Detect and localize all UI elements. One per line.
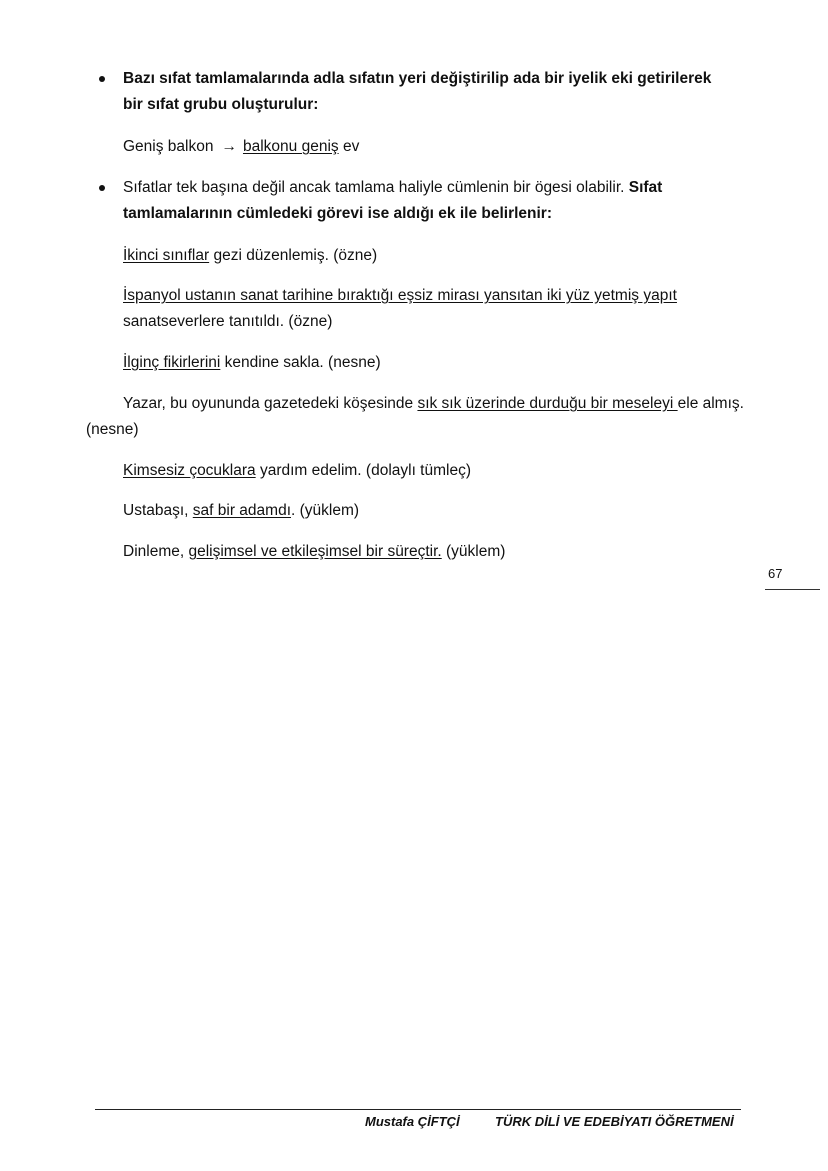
example-3 xyxy=(123,350,381,376)
example-rest: kendine sakla. (nesne) xyxy=(220,354,381,371)
example-pre: Dinleme, xyxy=(123,543,189,560)
example-7 xyxy=(123,539,505,565)
page-number-rule xyxy=(765,589,820,590)
page-number: 67 xyxy=(768,566,783,581)
example-before: Geniş balkon xyxy=(123,138,214,155)
example-4 xyxy=(86,391,746,443)
example-underlined: Kimsesiz çocuklara xyxy=(123,462,256,479)
example-2 xyxy=(123,283,678,335)
example-rest: yardım edelim. (dolaylı tümleç) xyxy=(255,462,471,479)
example-underlined: balkonu geniş xyxy=(242,138,339,155)
footer-author: Mustafa ÇİFTÇİ xyxy=(365,1114,460,1129)
example-rest: gezi düzenlemiş. (özne) xyxy=(209,247,378,264)
example-after: ev xyxy=(342,138,360,155)
example-underlined: sık sık üzerinde durduğu bir meseleyi xyxy=(417,395,678,412)
footer-rule xyxy=(95,1109,741,1110)
bullet-1-example xyxy=(123,134,359,160)
example-1 xyxy=(123,243,377,269)
example-pre: Ustabaşı, xyxy=(123,502,193,519)
example-underlined: İspanyol ustanın sanat tarihine bıraktığı eşsiz mirası yansıtan iki yüz yetmiş yapıt xyxy=(123,287,677,304)
example-pre: Yazar, bu oyununda gazetedeki köşesinde xyxy=(123,395,418,412)
arrow-icon: → xyxy=(221,138,237,155)
example-underlined: gelişimsel ve etkileşimsel bir süreçtir. xyxy=(188,543,442,560)
example-underlined: saf bir adamdı xyxy=(192,502,291,519)
bullet-2-bold: Sıfat tamlamalarının cümledeki görevi ise aldığı ek ile belirlenir: xyxy=(123,179,663,222)
example-rest: ele almış. (nesne) xyxy=(86,395,744,438)
example-6 xyxy=(123,498,359,524)
bullet-2-plain: Sıfatlar tek başına değil ancak tamlama haliyle cümlenin bir ögesi olabilir. xyxy=(123,179,625,196)
bullet-dot xyxy=(99,185,105,191)
bullet-2-text xyxy=(123,175,723,227)
example-rest: . (yüklem) xyxy=(291,502,360,519)
example-rest: (yüklem) xyxy=(441,543,506,560)
bullet-1-text: Bazı sıfat tamlamalarında adla sıfatın yeri değiştirilip ada bir iyelik eki getirilerek bir sıfat grubu oluşturulur: xyxy=(123,70,712,113)
example-underlined: İlginç fikirlerini xyxy=(123,354,221,371)
bullet-dot xyxy=(99,76,105,82)
example-5 xyxy=(123,458,471,484)
example-underlined: İkinci sınıflar xyxy=(123,247,210,264)
footer-title: TÜRK DİLİ VE EDEBİYATI ÖĞRETMENİ xyxy=(495,1114,734,1129)
example-rest: sanatseverlere tanıtıldı. (özne) xyxy=(123,313,333,330)
